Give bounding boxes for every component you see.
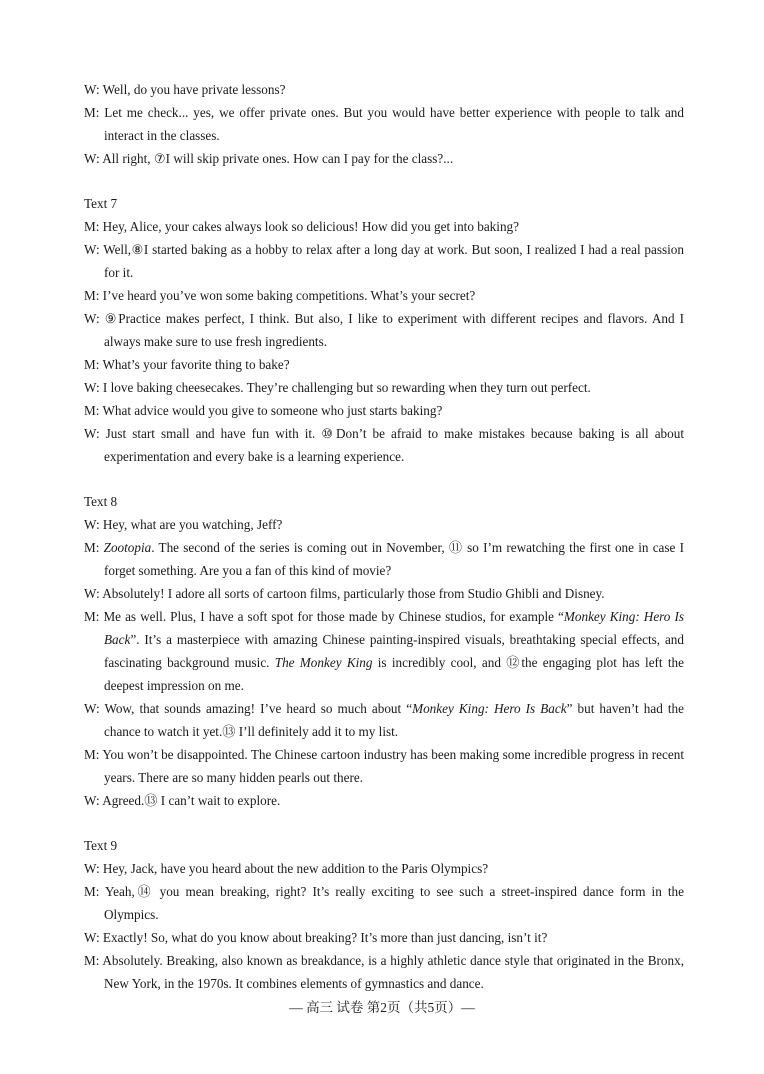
dialogue-text: W: Wow, that sounds amazing! I’ve heard so much about “ [84,701,413,716]
dialogue-text: M: Me as well. Plus, I have a soft spot for those made by Chinese studios, for example “ [84,609,564,624]
dialogue-block-text8 [84,513,684,812]
dialogue-text: is incredibly cool, and ⑫the engaging plot has left the deepest impression on me. [104,655,684,693]
dialogue-line [84,605,684,697]
section-title-text7: Text 7 [84,196,118,211]
dialogue-line: W: Hey, Jack, have you heard about the new addition to the Paris Olympics? [84,861,489,876]
dialogue-line: M: Yeah,⑭ you mean breaking, right? It’s really exciting to see such a street-inspired dance form in the Olympics. [84,884,684,922]
dialogue-line: W: Absolutely! I adore all sorts of cartoon films, particularly those from Studio Ghibli and Disney. [84,586,605,601]
dialogue-block-text9 [84,857,684,995]
dialogue-line: W: Exactly! So, what do you know about breaking? It’s more than just dancing, isn’t it? [84,930,548,945]
dialogue-line: M: What’s your favorite thing to bake? [84,357,290,372]
dialogue-line: W: Well, do you have private lessons? [84,82,286,97]
dialogue-line: M: I’ve heard you’ve won some baking competitions. What’s your secret? [84,288,476,303]
dialogue-line [84,697,684,743]
dialogue-line: M: What advice would you give to someone who just starts baking? [84,403,443,418]
dialogue-line: W: All right, ⑦I will skip private ones. How can I pay for the class?... [84,151,454,166]
speaker-text: M: [84,540,104,555]
page-footer: — 高三 试卷 第2页（共5页）— [289,1000,475,1015]
dialogue-text: ” but haven’t had the chance to watch it yet.⑬ I’ll definitely add it to my list. [104,701,684,739]
dialogue-line: W: Agreed.⑬ I can’t wait to explore. [84,793,281,808]
dialogue-line: W: Hey, what are you watching, Jeff? [84,517,283,532]
document-body [84,78,684,995]
dialogue-line: W: Just start small and have fun with it. ⑩Don’t be afraid to make mistakes because baking is all about experimentation and every bake is a learning experience. [84,426,684,464]
dialogue-block-text7 [84,215,684,468]
dialogue-line: M: Hey, Alice, your cakes always look so delicious! How did you get into baking? [84,219,519,234]
movie-title: The Monkey King [274,655,373,670]
dialogue-line: M: You won’t be disappointed. The Chinese cartoon industry has been making some incredible progress in recent years. There are so many hidden pearls out there. [84,747,684,785]
dialogue-line: W: I love baking cheesecakes. They’re challenging but so rewarding when they turn out perfect. [84,380,591,395]
dialogue-text: . The second of the series is coming out in November, ⑪ so I’m rewatching the first one in case I forget something. Are you a fan of this kind of movie? [104,540,684,578]
dialogue-line: W: Well,⑧I started baking as a hobby to relax after a long day at work. But soon, I realized I had a real passion for it. [84,242,684,280]
movie-title: Zootopia [103,540,152,555]
dialogue-line: W: ⑨Practice makes perfect, I think. But also, I like to experiment with different recipes and flavors. And I always make sure to use fresh ingredients. [84,311,684,349]
section-title-text9: Text 9 [84,838,118,853]
dialogue-block-continued [84,78,684,170]
movie-title: Monkey King: Hero Is Back [412,701,567,716]
dialogue-line: M: Absolutely. Breaking, also known as breakdance, is a highly athletic dance style that originated in the Bronx, New York, in the 1970s. It combines elements of gymnastics and dance. [84,953,684,991]
section-title-text8: Text 8 [84,494,118,509]
dialogue-text: ”. It’s a masterpiece with amazing Chinese painting-inspired visuals, breathtaking special effects, and fascinating background music. [104,632,684,670]
dialogue-line [84,536,684,582]
movie-title: Monkey King: Hero Is Back [104,609,684,647]
dialogue-line: M: Let me check... yes, we offer private ones. But you would have better experience with people to talk and interact in the classes. [84,105,684,143]
